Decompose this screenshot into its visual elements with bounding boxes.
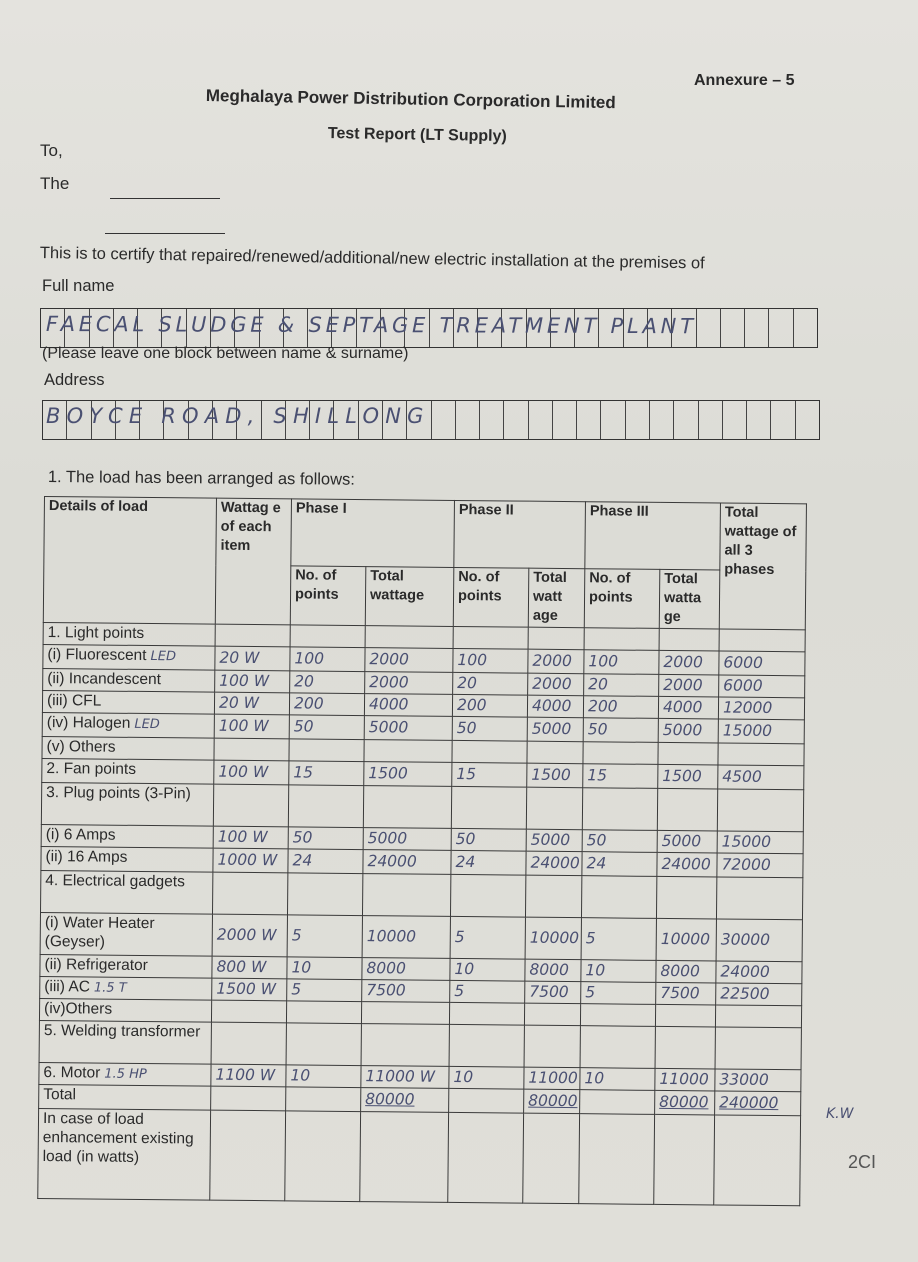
cell-p3t — [659, 628, 719, 651]
cell-w — [212, 872, 287, 915]
cell-p3n — [580, 1004, 655, 1027]
row-label-text: 4. Electrical gadgets — [45, 872, 185, 891]
row-label — [39, 998, 211, 1022]
cell-tot — [716, 877, 802, 920]
row-label-text: (iv) Halogen — [46, 714, 131, 732]
row-label — [40, 954, 212, 978]
cell-tot — [714, 1115, 801, 1206]
cell-p2t — [523, 1113, 580, 1204]
char-box — [650, 401, 674, 439]
row-label — [41, 870, 213, 914]
row-label — [39, 1062, 211, 1086]
row-label-text: 1. Light points — [47, 624, 145, 642]
cell-p1t — [362, 874, 450, 917]
cell-p3n — [581, 876, 656, 919]
row-label-annotation: LED — [134, 716, 160, 733]
char-box — [769, 309, 793, 347]
cell-p1t: 10000 — [362, 916, 450, 959]
cell-tot: 6000 — [719, 675, 805, 698]
cell-tot: 4500 — [718, 765, 804, 790]
cell-p1n — [286, 1087, 361, 1112]
cell-p2n — [449, 1088, 524, 1113]
char-box — [794, 309, 817, 347]
load-table — [37, 496, 807, 1206]
char-box — [723, 401, 747, 439]
cell-w: 20 W — [214, 692, 289, 715]
cell-p2n: 200 — [452, 694, 527, 717]
row-label-text: (i) Water Heater (Geyser) — [44, 914, 155, 951]
cell-p3n: 50 — [582, 830, 657, 853]
cell-p3n — [584, 628, 659, 651]
cell-p1t: 8000 — [362, 958, 450, 981]
cell-p1n — [286, 1001, 361, 1024]
cell-p1n: 20 — [290, 671, 365, 694]
cell-p3n — [583, 742, 658, 765]
cell-w: 100 W — [214, 760, 289, 785]
cell-tot: 12000 — [718, 697, 804, 720]
cell-p2n: 50 — [451, 828, 526, 851]
row-label-annotation: 1.5 T — [93, 980, 127, 996]
row-label-text: 5. Welding transformer — [43, 1022, 201, 1041]
char-box — [480, 401, 504, 439]
row-label — [43, 622, 215, 646]
report-title: Test Report (LT Supply) — [327, 125, 507, 146]
section-1-heading: 1. The load has been arranged as follows: — [47, 468, 355, 489]
cell-p1t: 2000 — [365, 648, 453, 673]
cell-p2t: 8000 — [525, 959, 581, 982]
row-label-text: (v) Others — [46, 738, 116, 756]
cell-p1n: 5 — [287, 915, 362, 958]
row-label — [42, 690, 214, 714]
cell-tot: 6000 — [719, 651, 805, 676]
cell-p3n: 50 — [583, 718, 658, 743]
char-box — [745, 309, 769, 347]
cell-w — [214, 738, 289, 761]
row-label — [43, 644, 215, 670]
cell-p2n: 24 — [451, 850, 526, 875]
cell-p3n — [580, 1090, 655, 1115]
row-label-text: (iv)Others — [43, 1000, 113, 1018]
cell-p2t — [528, 627, 584, 650]
cell-p3n: 24 — [582, 852, 657, 877]
cell-p3n: 10 — [581, 960, 656, 983]
cell-w: 100 W — [214, 714, 289, 739]
cell-p3t — [657, 788, 717, 831]
cell-p3t: 11000 — [655, 1068, 715, 1091]
annexure-label: Annexure – 5 — [694, 72, 795, 89]
cell-p2n: 100 — [453, 648, 528, 673]
cell-p2t: 5000 — [526, 829, 582, 852]
full-name-note: (Please leave one block between name & surname) — [42, 345, 409, 362]
cell-p2n — [452, 740, 527, 763]
cell-tot — [719, 629, 805, 652]
row-label-text: Total — [43, 1086, 77, 1104]
cell-p2n — [449, 1002, 524, 1025]
cell-p2n: 5 — [450, 980, 525, 1003]
cell-p2n — [449, 1024, 524, 1067]
cell-p2n: 20 — [453, 672, 528, 695]
cell-tot — [718, 743, 804, 766]
cell-p3n: 5 — [581, 918, 656, 961]
cell-p3n: 200 — [583, 696, 658, 719]
char-box — [504, 401, 528, 439]
row-label — [42, 736, 214, 760]
cell-p3t: 7500 — [656, 982, 716, 1005]
cell-p3t — [654, 1114, 715, 1205]
addressee-blank-line-2 — [105, 233, 225, 234]
cell-p1n — [287, 873, 362, 916]
cell-tot: 33000 — [715, 1069, 801, 1092]
header-phase-2: Phase II — [454, 500, 586, 568]
cell-p3t — [656, 876, 716, 919]
cell-p3t: 1500 — [658, 764, 718, 789]
cell-p1t: 1500 — [364, 762, 452, 787]
the-label: The — [40, 174, 70, 193]
cell-p2t — [526, 787, 582, 830]
header-total-all: Total wattage of all 3 phases — [719, 503, 806, 630]
cell-p2t: 2000 — [528, 649, 584, 674]
cell-p3n: 10 — [580, 1068, 655, 1091]
cell-p2n: 10 — [449, 1066, 524, 1089]
cell-p1t: 24000 — [363, 850, 451, 875]
cell-p2n: 5 — [450, 916, 525, 959]
cell-tot: 72000 — [717, 853, 803, 878]
cell-w: 1100 W — [211, 1064, 286, 1087]
cell-p3t: 24000 — [657, 852, 717, 877]
cell-tot — [715, 1005, 801, 1028]
cell-p1n — [286, 1023, 361, 1066]
cell-p3n: 15 — [583, 764, 658, 789]
row-label-text: In case of load enhancement existing load (in watts) — [42, 1110, 194, 1166]
row-label — [41, 824, 213, 848]
row-label-text: (i) Fluorescent — [47, 646, 147, 664]
cell-w: 1000 W — [213, 848, 288, 873]
cell-w: 800 W — [212, 956, 287, 979]
cell-p1t — [361, 1002, 449, 1025]
cell-p2t: 10000 — [525, 917, 581, 960]
header-p1-points: No. of points — [290, 566, 366, 626]
cell-p2t: 7500 — [525, 981, 581, 1004]
row-label-text: (i) 6 Amps — [45, 826, 116, 844]
cell-p2n: 50 — [452, 716, 527, 741]
char-box — [697, 309, 721, 347]
header-details: Details of load — [43, 497, 216, 625]
certify-text: This is to certify that repaired/renewed/additional/new electric installation at the premises of — [39, 244, 705, 273]
char-box — [601, 401, 625, 439]
cell-p1t — [360, 1112, 449, 1203]
cell-p3t: 5000 — [657, 830, 717, 853]
row-label-text: (iii) AC — [44, 978, 91, 996]
cell-p1t: 11000 W — [361, 1066, 449, 1089]
char-box — [529, 401, 553, 439]
cell-p1n: 15 — [289, 761, 364, 786]
cell-w: 1500 W — [212, 978, 287, 1001]
cell-w — [215, 624, 290, 647]
cell-p2t: 5000 — [527, 717, 583, 742]
table-row — [38, 1108, 801, 1205]
cell-p3t: 4000 — [658, 696, 718, 719]
cell-tot: 240000 — [715, 1091, 801, 1116]
cell-w — [211, 1000, 286, 1023]
cell-tot: 30000 — [716, 919, 802, 962]
cell-p2t: 24000 — [526, 851, 582, 876]
cell-p1n: 10 — [286, 1065, 361, 1088]
cell-p2n — [453, 626, 528, 649]
cell-p3t: 10000 — [656, 918, 716, 961]
cell-tot: 22500 — [716, 983, 802, 1006]
cell-w: 2000 W — [212, 914, 287, 957]
cell-p3t — [655, 1004, 715, 1027]
row-label — [40, 912, 212, 956]
cell-p1t: 7500 — [362, 980, 450, 1003]
cell-p2t — [525, 875, 581, 918]
row-label-text: 6. Motor — [43, 1064, 101, 1082]
cell-p1t — [364, 740, 452, 763]
row-label — [43, 668, 215, 692]
char-box — [456, 401, 480, 439]
char-box — [674, 401, 698, 439]
cell-p3n — [579, 1114, 655, 1205]
row-label-text: 2. Fan points — [46, 760, 137, 778]
cell-w — [210, 1110, 286, 1201]
load-table-body — [38, 622, 805, 1205]
cell-p2t — [524, 1025, 580, 1068]
cell-p1n: 5 — [287, 979, 362, 1002]
row-label-annotation: LED — [150, 649, 177, 665]
cell-p1n: 10 — [287, 957, 362, 980]
row-label — [39, 1020, 211, 1064]
char-box — [432, 401, 456, 439]
row-label — [38, 1108, 211, 1200]
cell-p1n — [288, 785, 363, 828]
organization-name: Meghalaya Power Distribution Corporation Limited — [205, 86, 616, 113]
header-wattage-each: Wattag e of each item — [215, 498, 291, 625]
cell-tot — [717, 789, 803, 832]
full-name-value: FAECAL SLUDGE & SEPTAGE TREATMENT PLANT — [45, 312, 697, 339]
cell-p2n — [451, 786, 526, 829]
char-box — [771, 401, 795, 439]
addressee-blank-line — [110, 198, 220, 199]
cell-p1t: 80000 — [361, 1088, 449, 1113]
cell-p3t: 8000 — [656, 960, 716, 983]
cell-w — [211, 1022, 286, 1065]
row-label — [42, 758, 214, 784]
cell-p2n: 10 — [450, 958, 525, 981]
char-box — [553, 401, 577, 439]
cell-p1n: 200 — [289, 693, 364, 716]
full-name-label: Full name — [42, 277, 115, 295]
cell-p2t — [527, 741, 583, 764]
row-label-text: (iii) CFL — [46, 692, 102, 710]
cell-p3n: 5 — [581, 982, 656, 1005]
cell-p3n: 20 — [584, 674, 659, 697]
cell-p1n: 50 — [288, 827, 363, 850]
cell-p1t: 2000 — [365, 672, 453, 695]
cell-w: 100 W — [215, 670, 290, 693]
row-label — [41, 782, 213, 826]
header-p2-points: No. of points — [453, 567, 529, 627]
header-p1-total: Total wattage — [365, 567, 454, 627]
char-box — [796, 401, 819, 439]
cell-p1n: 50 — [289, 715, 364, 740]
cell-p2t: 80000 — [524, 1089, 580, 1114]
cell-w: 100 W — [213, 826, 288, 849]
row-label — [41, 846, 213, 872]
header-p2-total: Total watt age — [528, 568, 585, 628]
row-label — [39, 1084, 211, 1110]
cell-p3n: 100 — [584, 650, 659, 675]
cell-tot — [715, 1027, 801, 1070]
cell-p3t: 80000 — [655, 1090, 715, 1115]
table-row — [40, 912, 802, 961]
to-label: To, — [40, 141, 63, 160]
char-box — [721, 309, 745, 347]
cell-p3t: 2000 — [659, 650, 719, 675]
cell-tot: 15000 — [718, 719, 804, 744]
cell-p3t: 2000 — [659, 674, 719, 697]
cell-p1n: 100 — [290, 647, 365, 672]
cell-p3t — [658, 742, 718, 765]
cell-p3n — [582, 788, 657, 831]
table-row — [39, 1020, 801, 1069]
cell-p1t: 4000 — [364, 694, 452, 717]
row-label-annotation: 1.5 HP — [104, 1066, 147, 1083]
row-label-text: (ii) 16 Amps — [45, 848, 128, 866]
char-box — [577, 401, 601, 439]
address-value: BOYCE ROAD, SHILLONG — [46, 404, 430, 428]
char-box — [626, 401, 650, 439]
cell-p2t: 11000 — [524, 1067, 580, 1090]
header-phase-1: Phase I — [291, 499, 455, 568]
cell-p2t: 2000 — [528, 673, 584, 696]
cell-p2t: 4000 — [527, 695, 583, 718]
cell-p3t: 5000 — [658, 718, 718, 743]
cell-tot: 24000 — [716, 961, 802, 984]
header-p3-points: No. of points — [584, 569, 660, 629]
cell-p1n — [289, 739, 364, 762]
header-p3-total: Total watta ge — [659, 569, 720, 629]
char-box — [747, 401, 771, 439]
cell-p2t — [524, 1003, 580, 1026]
cell-p1n: 24 — [288, 849, 363, 874]
table-row — [41, 870, 803, 919]
row-label — [42, 712, 214, 738]
total-unit-note: K.W — [826, 1106, 854, 1122]
header-phase-3: Phase III — [585, 502, 721, 570]
cell-p1n — [290, 625, 365, 648]
cell-p1t: 5000 — [364, 716, 452, 741]
cell-p1t — [365, 626, 453, 649]
char-box — [699, 401, 723, 439]
cell-p3n — [580, 1026, 655, 1069]
table-row — [41, 782, 803, 831]
cell-p1t: 5000 — [363, 828, 451, 851]
address-label: Address — [44, 371, 105, 389]
row-label — [40, 976, 212, 1000]
cell-p2n: 15 — [452, 762, 527, 787]
cell-p2n — [450, 874, 525, 917]
cell-p1n — [285, 1111, 361, 1202]
cell-p3t — [655, 1026, 715, 1069]
cell-p2n — [448, 1112, 524, 1203]
cell-p2t: 1500 — [527, 763, 583, 788]
cell-tot: 15000 — [717, 831, 803, 854]
cell-p1t — [361, 1024, 449, 1067]
corner-mark: 2CI — [848, 1152, 877, 1172]
row-label-text: 3. Plug points (3-Pin) — [46, 784, 191, 803]
cell-p1t — [363, 786, 451, 829]
row-label-text: (ii) Refrigerator — [44, 956, 148, 975]
cell-w — [213, 784, 288, 827]
row-label-text: (ii) Incandescent — [47, 670, 162, 689]
cell-w — [211, 1086, 286, 1111]
cell-w: 20 W — [215, 646, 290, 671]
